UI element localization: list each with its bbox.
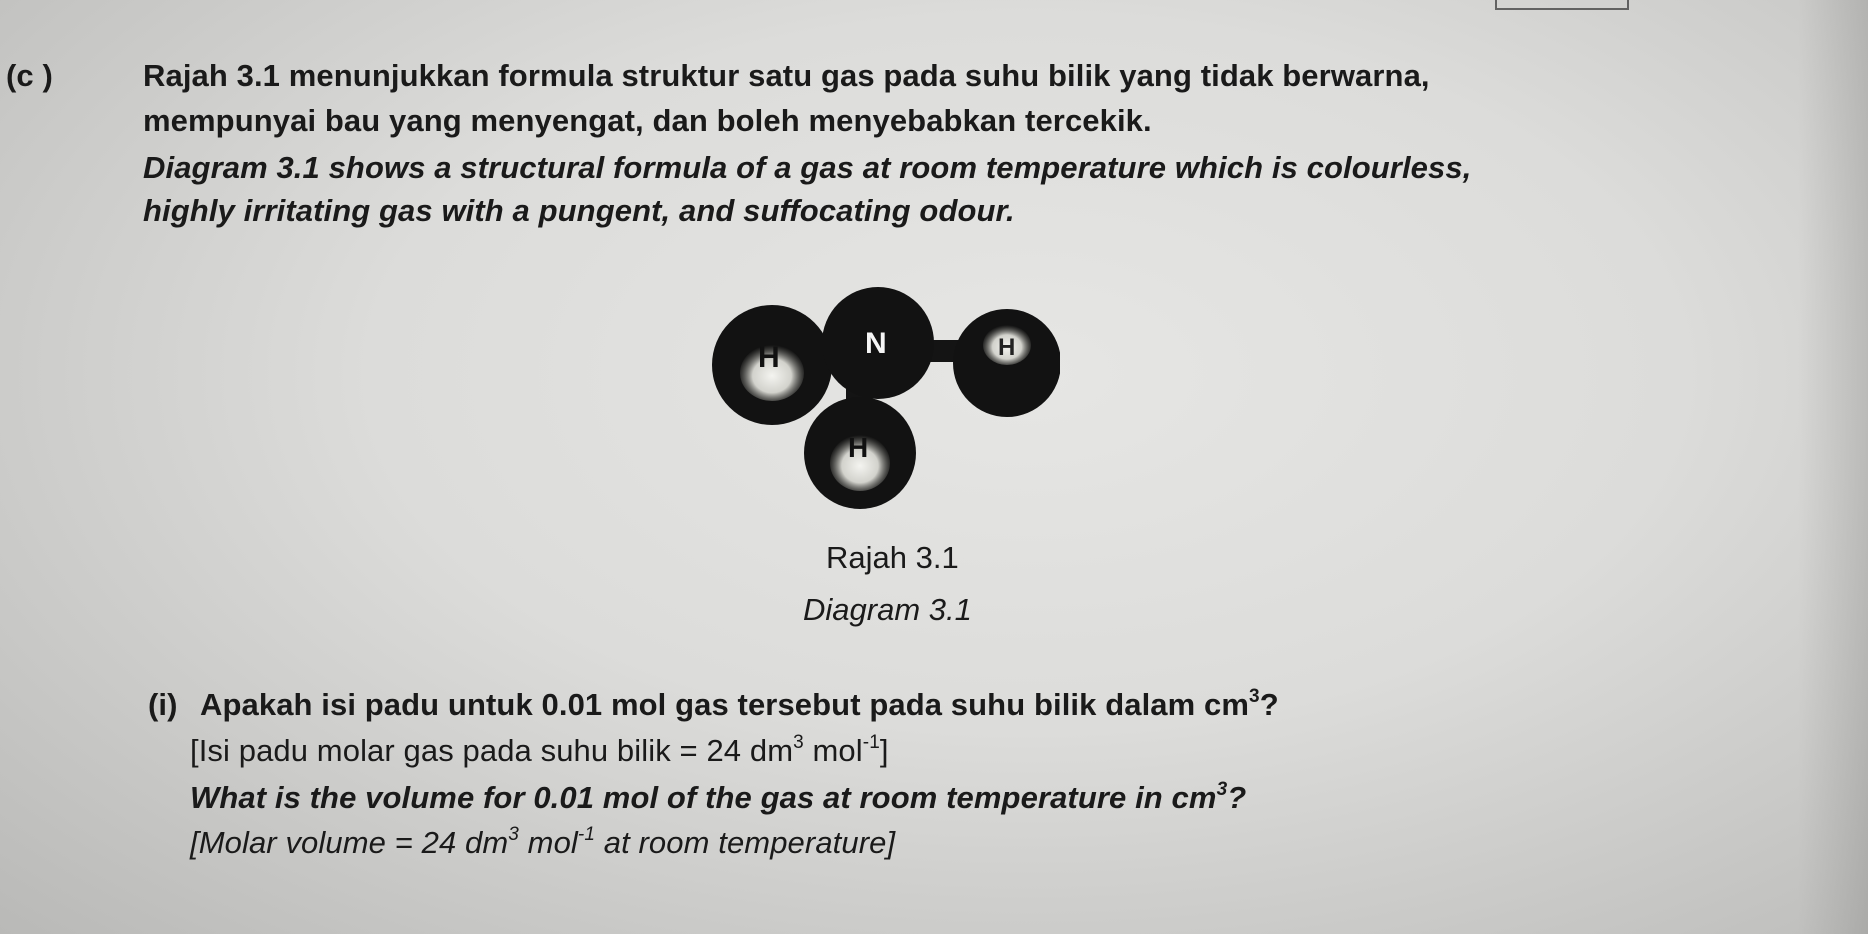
page-shadow xyxy=(1798,0,1868,934)
sub-question-malay-line-1: Apakah isi padu untuk 0.01 mol gas tersebut pada suhu bilik dalam $cm^3$? xyxy=(200,685,1279,722)
sub-question-malay-line-2: [Isi padu molar gas pada suhu bilik = 24 $dm^3$ mol$^{-1}$] xyxy=(190,731,889,768)
atom-label-n: N xyxy=(865,327,887,360)
question-malay-line-2: mempunyai bau yang menyengat, dan boleh menyebabkan tercekik. xyxy=(143,103,1152,138)
atom-label-h-left: H xyxy=(758,341,780,374)
question-label: (c ) xyxy=(6,58,53,93)
atom-h-left xyxy=(712,305,832,425)
atom-label-h-right: H xyxy=(998,334,1016,361)
question-malay-line-1: Rajah 3.1 menunjukkan formula struktur satu gas pada suhu bilik yang tidak berwarna, xyxy=(143,58,1430,93)
question-english-line-2: highly irritating gas with a pungent, and suffocating odour. xyxy=(143,193,1015,228)
atom-label-h-bottom: H xyxy=(848,432,869,463)
atom-n xyxy=(822,287,934,399)
atom-h-right xyxy=(953,309,1060,417)
ammonia-molecule-diagram xyxy=(710,285,1060,525)
diagram-caption-malay: Rajah 3.1 xyxy=(826,540,959,575)
sub-question-english-line-1: What is the volume for 0.01 mol of the gas at room temperature in $cm^3$? xyxy=(190,778,1247,815)
diagram-caption-english: Diagram 3.1 xyxy=(803,592,972,627)
atom-h-bottom xyxy=(804,397,916,509)
sub-question-label: (i) xyxy=(148,687,178,722)
marks-bracket xyxy=(1495,0,1629,10)
question-english-line-1: Diagram 3.1 shows a structural formula of a gas at room temperature which is colourless, xyxy=(143,150,1472,185)
sub-question-english-line-2: [Molar volume = 24 $dm^3$ mol$^{-1}$ at room temperature] xyxy=(190,823,896,860)
